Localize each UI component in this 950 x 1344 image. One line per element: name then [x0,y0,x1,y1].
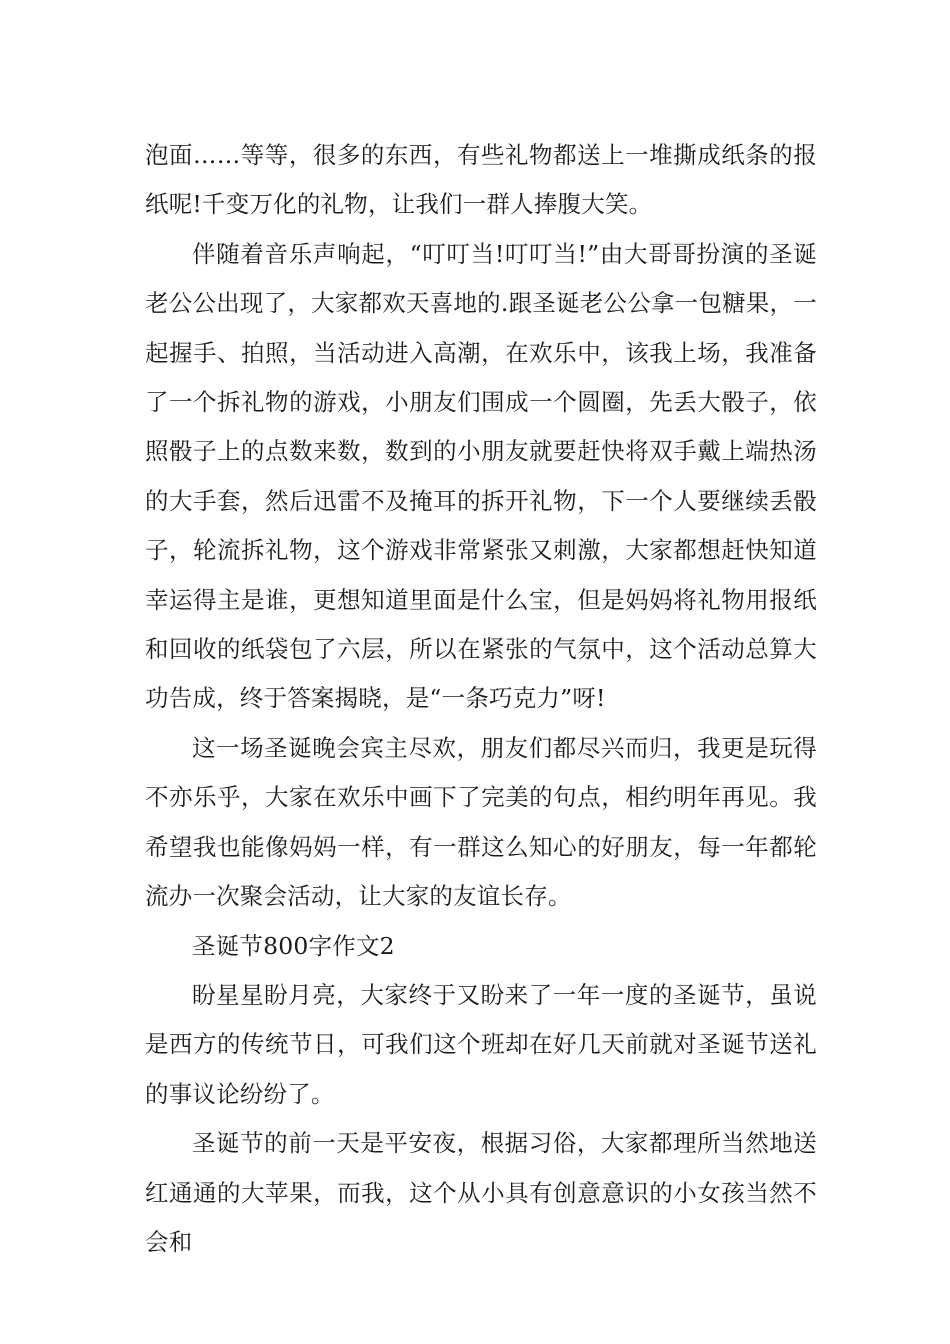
essay-heading-2: 圣诞节800字作文2 [192,931,395,960]
document-body [145,131,817,1267]
paragraph-party-ending: 这一场圣诞晚会宾主尽欢，朋友们都尽兴而归，我更是玩得不亦乐乎，大家在欢乐中画下了完美的句点，相约明年再见。我希望我也能像妈妈一样，有一群这么知心的好朋友，每一年都轮流办一次聚会活动，让大家的友谊长存。 [145,733,817,911]
paragraph-christmas-eve: 圣诞节的前一天是平安夜，根据习俗，大家都理所当然地送红通通的大苹果，而我，这个从小具有创意意识的小女孩当然不会和 [145,1129,817,1256]
paragraph-christmas-intro: 盼星星盼月亮，大家终于又盼来了一年一度的圣诞节，虽说是西方的传统节日，可我们这个班却在好几天前就对圣诞节送礼的事议论纷纷了。 [145,980,817,1108]
paragraph-santa-game: 伴随着音乐声响起，“叮叮当!叮叮当!”由大哥哥扮演的圣诞老公公出现了，大家都欢天喜地的.跟圣诞老公公拿一包糖果，一起握手、拍照，当活动进入高潮，在欢乐中，该我上场，我准备了一个拆礼物的游戏，小朋友们围成一个圆圈，先丢大骰子，依照骰子上的点数来数，数到的小朋友就要赶快将双手戴上端热汤的大手套，然后迅雷不及掩耳的拆开礼物，下一个人要继续丢骰子，轮流拆礼物，这个游戏非常紧张又刺激，大家都想赶快知道幸运得主是谁，更想知道里面是什么宝，但是妈妈将礼物用报纸和回收的纸袋包了六层，所以在紧张的气氛中，这个活动总算大功告成，终于答案揭晓，是“一条巧克力”呀! [145,239,817,713]
paragraph-continuation: 泡面……等等，很多的东西，有些礼物都送上一堆撕成纸条的报纸呢!千变万化的礼物，让我们一群人捧腹大笑。 [145,141,817,219]
